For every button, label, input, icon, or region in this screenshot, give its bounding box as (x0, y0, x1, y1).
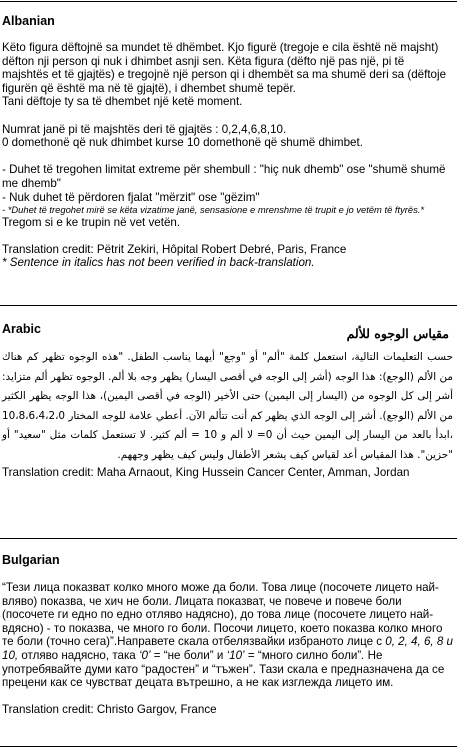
rule-after-arabic (0, 538, 457, 539)
albanian-heading: Albanian (2, 14, 55, 28)
bulgarian-body-part-4: = “много силно боли” (244, 648, 362, 662)
arabic-section (2, 322, 453, 479)
bulgarian-body-zero: ‘0’ (138, 648, 151, 662)
arabic-credit: Translation credit: Maha Arnaout, King Hussein Cancer Center, Amman, Jordan (2, 465, 410, 479)
bulgarian-body-scale: 0, 2, 4, 6, 8 и 10, (2, 635, 453, 662)
bulgarian-body-ten: ‘10’ (226, 648, 245, 662)
bulgarian-body-part-3: = “не боли” и (150, 648, 227, 662)
arabic-body: حسب التعليمات التالية، استعمل كلمة "ألم" أو "وجع" أيهما يناسب الطفل. "هذه الوجوه تظهر كم هناك من الألم (الوجع): هذا الوجه (أشر إلى الوجه في أقصى اليسار) يظهر وجه بلا ألم. الوجوه تظهر ألم متزايد: أشر إلى كل الوجوه من (اليسار إلى اليمين) حتى الأخير (الوجه في أقصى اليمين)، هذا الوجه يظهر الكثير من الألم (الوجع). أشر إلى الوجه الذي يظهر كم أنت تتألم الآن. أعطي علامة للوجه المختار 10،8،6،4،2،0 ،ابدأ بالعد من اليسار إلى اليمين حيث أن 0= لا ألم و 10 = ألم كثير. لا تستعمل كلمات مثل "سعيد" أو "حزين". هذا المقياس أعد لقياس كيف يشعر الأطفال وليس كيف يظهر وجههم. (2, 351, 453, 461)
albanian-zero-ten: 0 domethonë që nuk dhimbet kurse 10 domethonë që shumë dhimbet. (2, 136, 363, 150)
bulgarian-section (2, 553, 453, 717)
bulgarian-body-part-1: “Тези лица показват колко много може да боли. Това лице (посочете лицето най-вляво) показва, че хич не боли. Лицата показват, че повече и повече боли (посочете ги едно по едно отляво надясно), до това лице (посочете лицето най-вдясно) - то показва, че много го боли. Посочи лицето, което показва колко много те боли (точно сега)”.Направете скала отбелязвайки избраното лице с (2, 581, 443, 649)
bulgarian-body (2, 581, 453, 690)
albanian-section (2, 14, 453, 270)
albanian-avoid-words: - Nuk duhet të përdoren fjalat "mërzit" ose "gëzim" (2, 190, 260, 204)
albanian-limits: - Duhet të tregohen limitat extreme për shembull : "hiç nuk dhemb" ose "shumë shumë me dhemb" (2, 163, 446, 190)
albanian-numbers: Numrat janë pi të majshtës deri të gjajtës : 0,2,4,6,8,10. (2, 122, 287, 136)
arabic-heading: Arabic (2, 322, 41, 336)
bulgarian-body-part-5: Не употребявайте думи като “радостен” и “тъжен”. Тази скала е предназначена да се прецени как се чувстват децата вътрешно, а не как изглежда лицето им. (2, 648, 445, 690)
bulgarian-credit: Translation credit: Christo Gargov, France (2, 703, 217, 717)
bottom-rule (0, 746, 457, 747)
albanian-last-line: Tregom si e ke trupin në vet vetën. (2, 215, 181, 229)
rule-after-albanian (0, 305, 457, 306)
arabic-title: مقياس الوجوه للألم (346, 326, 449, 341)
bulgarian-body-part-2: отляво надясно, така (18, 648, 139, 662)
albanian-italic-note: - *Duhet të tregohet mirë se këta vizatime janë, sensasione e mrenshme të trupit e jo vetëm të ftyrës.* (2, 204, 425, 216)
albanian-footnote: * Sentence in italics has not been verified in back-translation. (2, 256, 315, 270)
bulgarian-body-dot: . (361, 648, 365, 662)
bulgarian-heading: Bulgarian (2, 553, 60, 567)
albanian-intro-2: Tani dëftoje ty sa të dhembet një ketë moment. (2, 95, 243, 109)
albanian-credit: Translation credit: Pëtrit Zekiri, Hôpital Robert Debré, Paris, France (2, 242, 347, 256)
albanian-intro: Këto figura dëftojnë sa mundet të dhëmbet. Kjo figurë (tregoje e cila është në majsht) dëfton nji person qi nuk i dhimbet asnji sen. Këta figura (dëfto një pas një, pi të majshtës et të gjajtës) e tregojnë një person qi i dhembët sa ma shumë deri sa (dëftoje figurën që është ma në të gjajtë), i dhembet shumë tepër. (2, 41, 447, 95)
top-rule (0, 1, 457, 2)
